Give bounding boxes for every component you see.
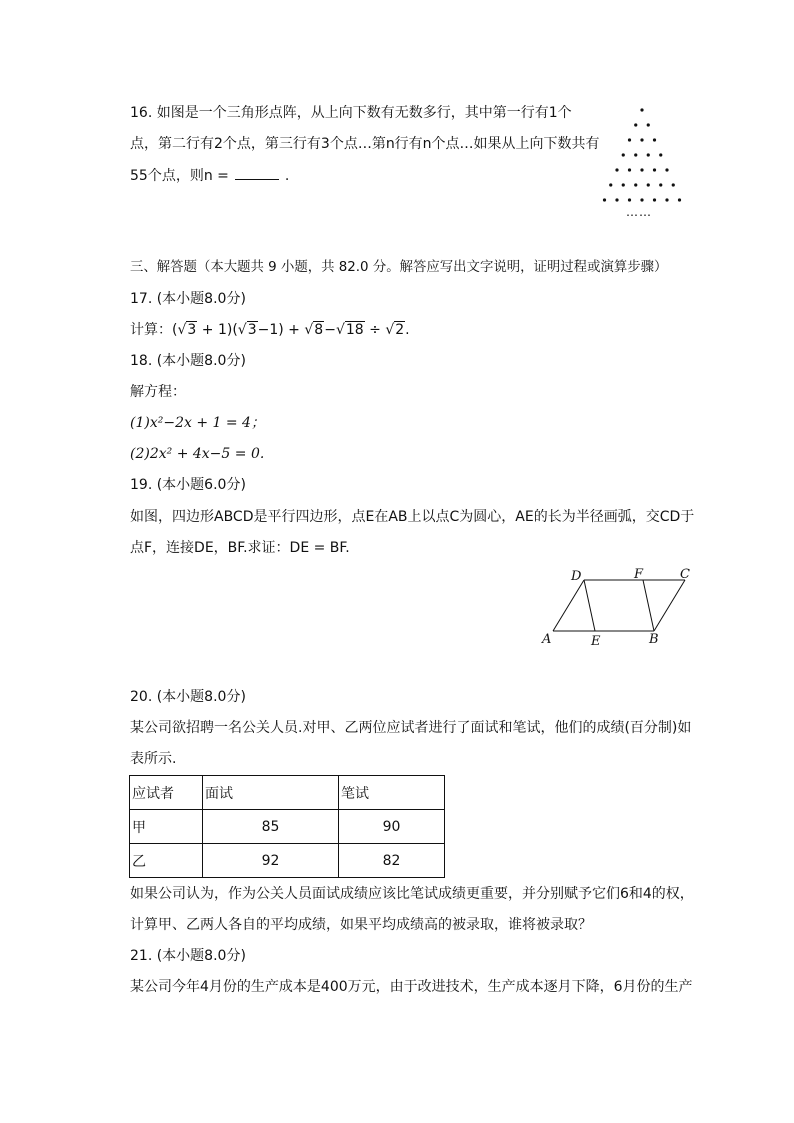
triangle-dot [634, 123, 637, 126]
table-row [130, 844, 445, 878]
triangle-dot [634, 153, 637, 156]
table-header-row [130, 776, 445, 810]
segment-bf [643, 580, 654, 631]
triangle-dot [634, 183, 637, 186]
side-bc [654, 580, 685, 631]
q16-line2: 点，第二行有2个点，第三行有3个点…第n行有n个点…如果从上向下数共有 [130, 136, 600, 152]
q17-text: − [324, 322, 336, 338]
q18-header: 18. (本小题8.0分) [130, 353, 246, 369]
q16-line1: 16. 如图是一个三角形点阵，从上向下数有无数多行，其中第一行有1个 [130, 105, 572, 121]
triangle-dot [659, 183, 662, 186]
triangle-dot [628, 198, 631, 201]
q17-header: 17. (本小题8.0分) [130, 291, 246, 307]
q20-line1: 某公司欲招聘一名公关人员.对甲、乙两位应试者进行了面试和笔试，他们的成绩(百分制)如 [130, 720, 692, 736]
side-ad [553, 580, 584, 631]
label-f: F [634, 567, 644, 582]
figure-ellipsis: …… [626, 205, 652, 219]
table-cell: 90 [339, 810, 445, 844]
triangle-dot [615, 198, 618, 201]
triangle-dot [653, 138, 656, 141]
triangle-dot [665, 168, 668, 171]
q17-text: −1) + [257, 322, 305, 338]
q21-line1: 某公司今年4月份的生产成本是400万元，由于改进技术，生产成本逐月下降，6月份的生产 [130, 979, 693, 995]
triangle-dot [640, 168, 643, 171]
q17-text: 计算：( [130, 322, 178, 338]
q18-equation-2: (2)2x² + 4x−5 = 0. [130, 446, 265, 462]
q17-radicand: 18 [345, 322, 364, 338]
sqrt-sign: √ [177, 322, 187, 338]
table-header-cell: 面试 [203, 776, 339, 810]
triangle-dot [659, 153, 662, 156]
triangle-dot [628, 168, 631, 171]
table-row [130, 810, 445, 844]
q20-header: 20. (本小题8.0分) [130, 689, 246, 705]
triangle-dot [672, 183, 675, 186]
q18-equation-1: (1)x²−2x + 1 = 4； [130, 415, 265, 431]
q17-text: . [405, 322, 410, 338]
triangle-dot [665, 198, 668, 201]
triangle-dot [640, 108, 643, 111]
q19-line2: 点F，连接DE，BF.求证：DE = BF. [130, 540, 350, 556]
label-d: D [571, 569, 582, 584]
triangle-dot [647, 183, 650, 186]
triangle-dot [653, 198, 656, 201]
table-header-cell: 应试者 [130, 776, 203, 810]
triangle-dot [647, 123, 650, 126]
label-c: C [680, 567, 690, 582]
triangle-dot [678, 198, 681, 201]
triangle-dot [640, 138, 643, 141]
q17-text: + 1)( [197, 322, 238, 338]
label-e: E [591, 634, 601, 649]
q21-header: 21. (本小题8.0分) [130, 948, 246, 964]
sqrt-sign: √ [335, 322, 345, 338]
triangle-dot [622, 183, 625, 186]
table-cell: 92 [203, 844, 339, 878]
q20-line4: 计算甲、乙两人各自的平均成绩，如果平均成绩高的被录取，谁将被录取？ [130, 917, 592, 933]
q20-line3: 如果公司认为，作为公关人员面试成绩应该比笔试成绩更重要，并分别赋予它们6和4的权， [130, 886, 694, 902]
label-b: B [649, 632, 659, 647]
q17-expression [130, 320, 410, 340]
q19-line1: 如图，四边形ABCD是平行四边形，点E在AB上以点C为圆心，AE的长为半径画弧，交CD于 [130, 509, 695, 525]
segment-de [584, 580, 595, 631]
triangle-dot [615, 168, 618, 171]
triangle-dot [609, 183, 612, 186]
scores-table [129, 775, 445, 878]
q19-header: 19. (本小题6.0分) [130, 477, 246, 493]
table-cell: 82 [339, 844, 445, 878]
sqrt-sign: √ [304, 322, 314, 338]
q17-radicand: 8 [314, 322, 324, 338]
triangle-dot [640, 198, 643, 201]
parallelogram-figure [537, 565, 707, 650]
triangle-dot [647, 153, 650, 156]
label-a: A [542, 632, 552, 647]
q20-line2: 表所示. [130, 751, 177, 767]
q16-line3 [130, 165, 289, 186]
q17-text: ÷ [364, 322, 386, 338]
table-cell: 甲 [130, 810, 203, 844]
section-heading: 三、解答题（本大题共 9 小题，共 82.0 分。解答应写出文字说明，证明过程或演算步骤） [130, 260, 668, 275]
table-header-cell: 笔试 [339, 776, 445, 810]
triangle-dot [653, 168, 656, 171]
table-cell: 85 [203, 810, 339, 844]
triangle-dot [603, 198, 606, 201]
table-cell: 乙 [130, 844, 203, 878]
answer-blank [235, 165, 279, 180]
sqrt-sign: √ [237, 322, 247, 338]
q17-radicand: 3 [187, 322, 197, 338]
q16-line3-prefix: 55个点，则n = [130, 168, 229, 184]
q17-radicand: 3 [247, 322, 257, 338]
sqrt-sign: √ [385, 322, 395, 338]
q18-intro: 解方程： [130, 384, 186, 400]
q16-line3-suffix: . [284, 168, 290, 184]
triangle-dot [622, 153, 625, 156]
triangle-dot [628, 138, 631, 141]
q17-radicand: 2 [395, 322, 405, 338]
